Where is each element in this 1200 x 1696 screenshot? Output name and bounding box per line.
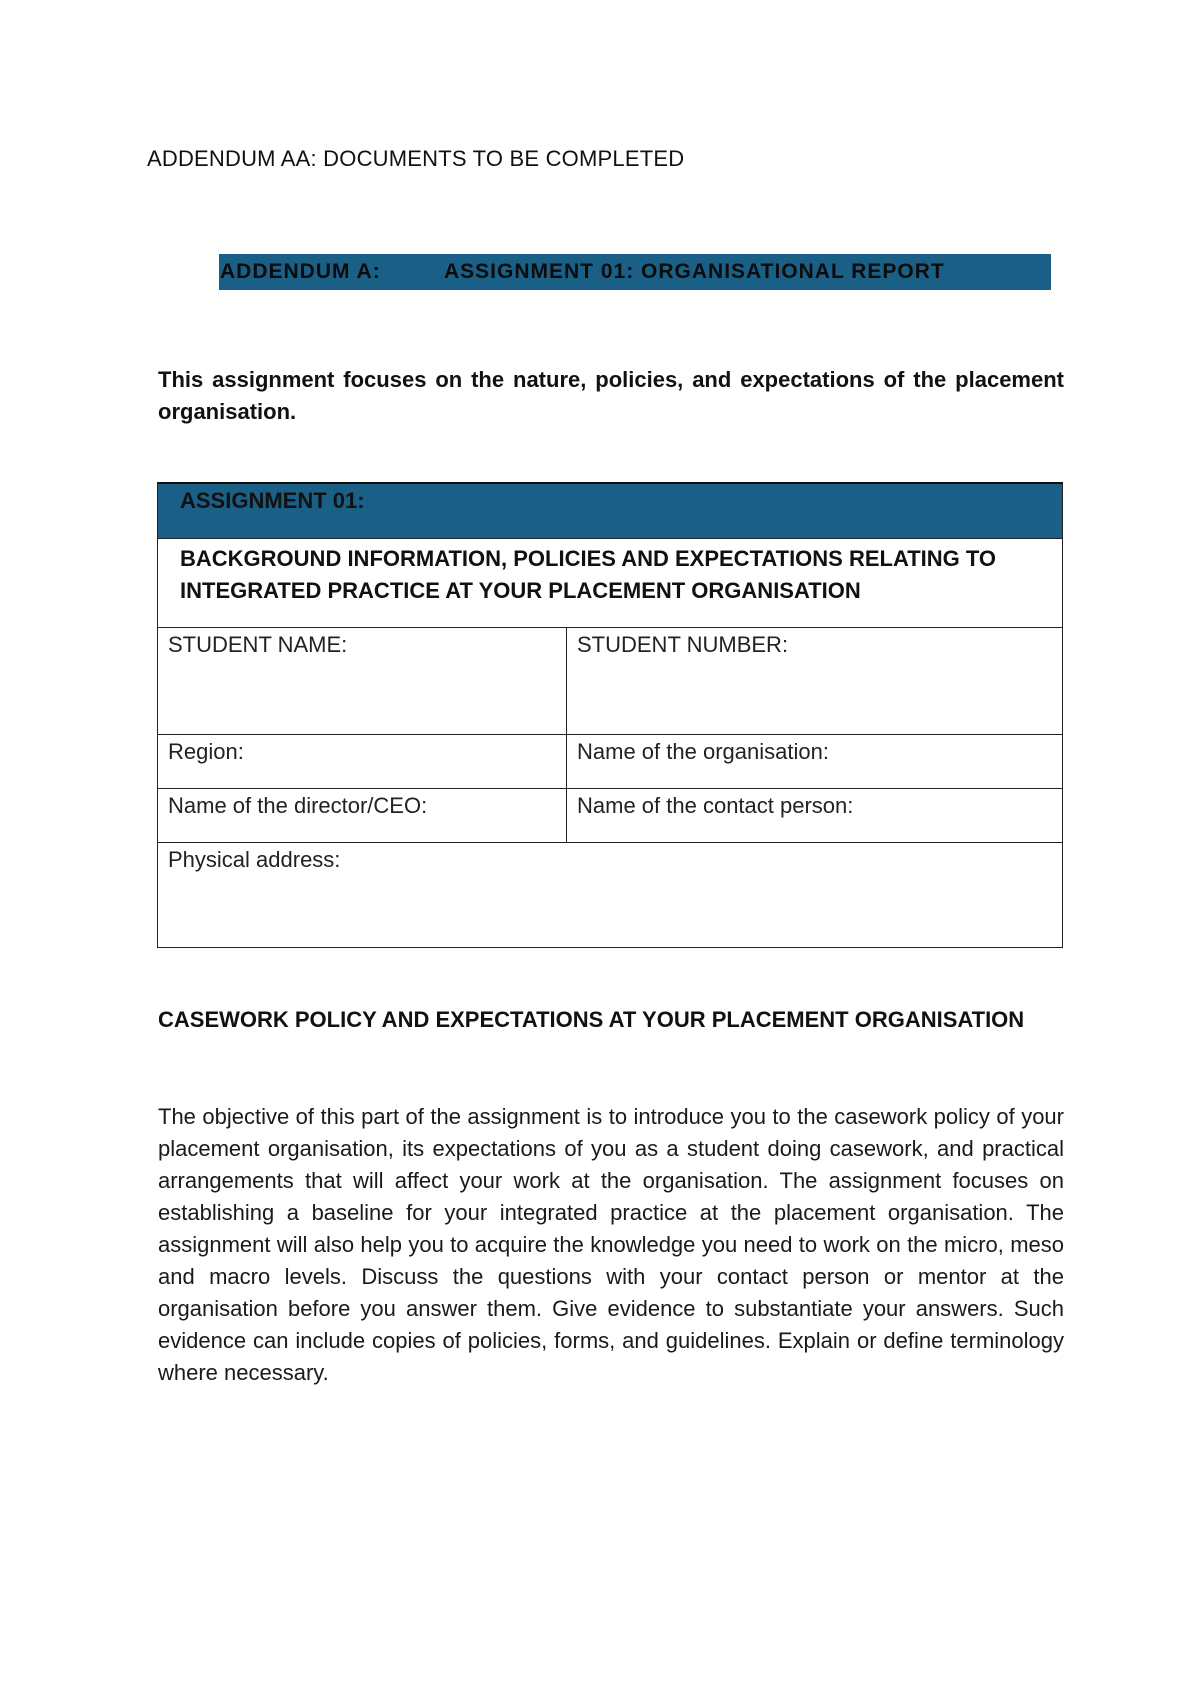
casework-heading: CASEWORK POLICY AND EXPECTATIONS AT YOUR PLACEMENT ORGANISATION (158, 1007, 1025, 1032)
organisation-name-field[interactable]: Name of the organisation: (567, 735, 1063, 789)
intro-paragraph: This assignment focuses on the nature, policies, and expectations of the placement organisation. (158, 367, 1064, 424)
student-name-field[interactable]: STUDENT NAME: (158, 628, 567, 735)
assignment-form-table (157, 482, 1063, 948)
casework-body: The objective of this part of the assignment is to introduce you to the casework policy of your placement organisation, its expectations of you as a student doing casework, and practical arrangements that will affect your work at the organisation. The assignment focuses on establishing a baseline for your integrated practice at the placement organisation. The assignment will also help you to acquire the knowledge you need to work on the micro, meso and macro levels. Discuss the questions with your contact person or mentor at the organisation before you answer them. Give evidence to substantiate your answers. Such evidence can include copies of policies, forms, and guidelines. Explain or define terminology where necessary. (158, 1104, 1064, 1385)
contact-person-field[interactable]: Name of the contact person: (567, 789, 1063, 843)
addendum-a-label: ADDENDUM A: (220, 260, 381, 283)
physical-address-field[interactable]: Physical address: (158, 843, 1063, 948)
director-field[interactable]: Name of the director/CEO: (158, 789, 567, 843)
addendum-a-banner (219, 254, 1051, 290)
region-field[interactable]: Region: (158, 735, 567, 789)
addendum-a-title: ASSIGNMENT 01: ORGANISATIONAL REPORT (444, 260, 945, 283)
form-subheader: BACKGROUND INFORMATION, POLICIES AND EXPECTATIONS RELATING TO INTEGRATED PRACTICE AT YOUR PLACEMENT ORGANISATION (158, 539, 1063, 628)
form-header: ASSIGNMENT 01: (158, 483, 1063, 539)
student-number-field[interactable]: STUDENT NUMBER: (567, 628, 1063, 735)
addendum-aa-title: ADDENDUM AA: DOCUMENTS TO BE COMPLETED (147, 146, 685, 171)
